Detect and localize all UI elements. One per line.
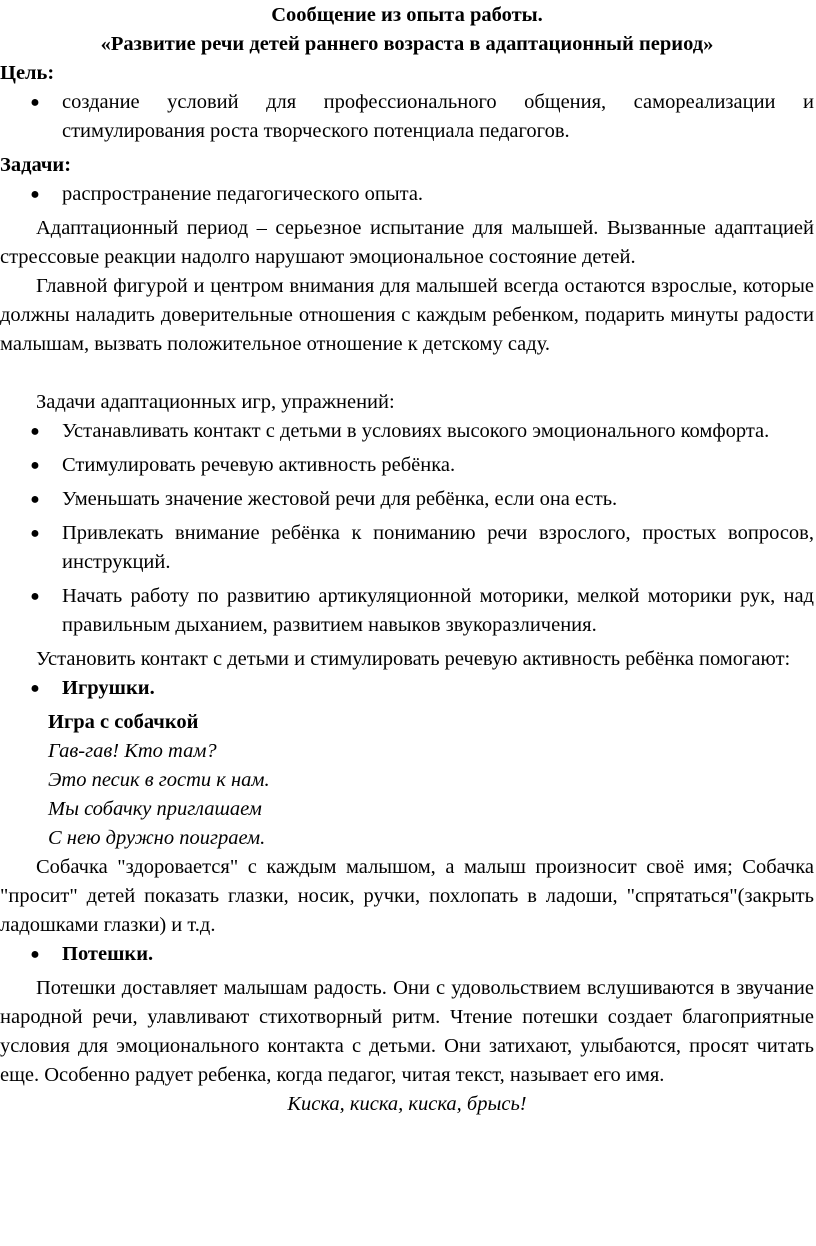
poem-line: Гав-гав! Кто там? — [48, 740, 217, 762]
paragraph-adaptation: Адаптационный период – серьезное испытание для малышей. Вызванные адаптацией стрессовые реакции надолго нарушают эмоциональное состояние детей. — [0, 217, 814, 268]
list-item: ● Игрушки. — [0, 674, 814, 703]
bullet-icon: ● — [30, 186, 40, 203]
list-item: ● Устанавливать контакт с детьми в условиях высокого эмоционального комфорта. — [0, 417, 814, 446]
goal-label: Цель: — [0, 62, 55, 84]
poem-line: Это песик в гости к нам. — [48, 769, 270, 791]
list-item: ● Начать работу по развитию артикуляционной моторики, мелкой моторики рук, над правильным дыханием, развитием навыков звукоразличения. — [0, 582, 814, 640]
paragraph-adults: Главной фигурой и центром внимания для малышей всегда остаются взрослые, которые должны наладить доверительные отношения с каждым ребенком, подарить минуты радости малышам, вызвать положительное отношение к детскому саду. — [0, 275, 814, 355]
doc-title-line-1: Сообщение из опыта работы. — [271, 4, 543, 26]
bullet-icon: ● — [30, 457, 40, 474]
list-item: ● создание условий для профессионального общения, самореализации и стимулирования роста творческого потенциала педагогов. — [0, 88, 814, 146]
paragraph-dog-game: Собачка "здоровается" с каждым малышом, а малыш произносит своё имя; Собачка "просит" детей показать глазки, носик, ручки, похлопать в ладоши, "спрятаться"(закрыть ладошками глазки) и т.д. — [0, 856, 814, 936]
poem-line: С нею дружно поиграем. — [48, 827, 266, 849]
list-item: ● Привлекать внимание ребёнка к пониманию речи взрослого, простых вопросов, инструкций. — [0, 519, 814, 577]
game-title: Игра с собачкой — [48, 711, 199, 733]
paragraph-contact: Установить контакт с детьми и стимулировать речевую активность ребёнка помогают: — [36, 648, 791, 670]
goal-list — [0, 88, 814, 146]
list-item: ● Уменьшать значение жестовой речи для ребёнка, если она есть. — [0, 485, 814, 514]
doc-title-line-2: «Развитие речи детей раннего возраста в адаптационный период» — [100, 33, 714, 55]
list-item: ● распространение педагогического опыта. — [0, 180, 814, 209]
list-item: ● Стимулировать речевую активность ребёнка. — [0, 451, 814, 480]
bullet-icon: ● — [30, 423, 40, 440]
tasks-list — [0, 180, 814, 209]
nursery-list — [0, 940, 814, 969]
bullet-icon: ● — [30, 94, 40, 111]
list-item: ● Потешки. — [0, 940, 814, 969]
bullet-icon: ● — [30, 588, 40, 605]
paragraph-nursery: Потешки доставляет малышам радость. Они с удовольствием вслушиваются в звучание народной речи, улавливают стихотворный ритм. Чтение потешки создает благоприятные условия для эмоционального контакта с детьми. Они затихают, улыбаются, просят читать еще. Особенно радует ребенка, когда педагог, читая текст, называет его имя. — [0, 977, 814, 1086]
bullet-icon: ● — [30, 680, 40, 697]
games-intro: Задачи адаптационных игр, упражнений: — [36, 391, 395, 413]
bullet-icon: ● — [30, 946, 40, 963]
bullet-icon: ● — [30, 525, 40, 542]
games-task-list — [0, 417, 814, 640]
toys-list — [0, 674, 814, 703]
tasks-label: Задачи: — [0, 154, 72, 176]
rhyme-line: Киска, киска, киска, брысь! — [287, 1093, 527, 1115]
poem-line: Мы собачку приглашаем — [48, 798, 262, 820]
bullet-icon: ● — [30, 491, 40, 508]
